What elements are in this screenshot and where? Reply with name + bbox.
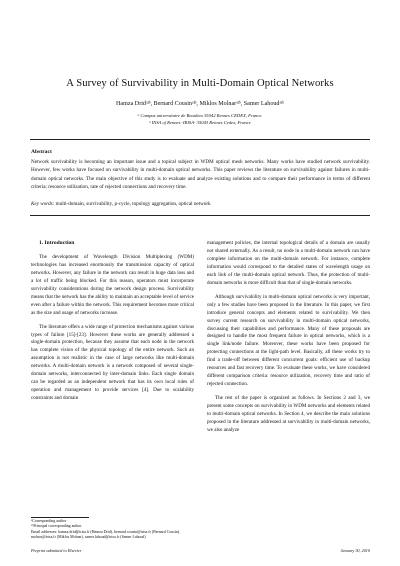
paper-title: A Survey of Survivability in Multi-Domain Optical Networks [66, 78, 334, 89]
paragraph: Although survivability in multi-domain optical networks is very important, only a few studies have been proposed in the literature. In this paper, we first introduce general concepts and elements related to survivability. We then survey current research on survivability in multi-domain optical networks, discussing their capabilities and performance. Many of these proposals are designed to handle the most frequent failure in optical networks, which is a single link/node failure. Moreover, these works have been proposed for protecting connections at the light-path level. Basically, all these works try to find a trade-off between different concurrent goals: efficient use of backup resources and fast recovery time. To evaluate these works, we have considered different comparison criteria: resource utilization, recovery time and ratio of rejected connection. [207, 293, 370, 388]
top-rule [30, 139, 370, 140]
left-column [31, 240, 194, 409]
paragraph: The rest of the paper is organized as follows. In Sections 2 and 3, we present some concepts on survivability in WDM networks and elements related to multi-domain optical networks. In Section 4, we describe the main solutions proposed in the literature addressed at survivability in multi-domain networks, we also analyze [207, 395, 370, 433]
section-heading: 1. Introduction [39, 240, 75, 246]
keywords-list: multi-domain, survivability, p-cycle, topology aggregation, optical network [55, 201, 211, 207]
footnote: ¹Corresponding author [31, 519, 67, 523]
affiliation-b: ᵇ INSA of Rennes -IRISA- 35043 Rennes Cedex, France [149, 120, 251, 125]
author-list: Hamza Dridᵃʲᵇ, Bernard Cousinᵃʲᵇ, Miklos Molnarᵃʲᵇ, Samer Lahoudᵃʲᵇ [116, 101, 284, 107]
keywords-line [31, 201, 370, 207]
paragraph: The literature offers a wide range of protection mechanisms against various types of failure [15]-[23]. However these works are generally addressed a single-domain protection, because they assume that each node in the network has complete vision of the physical topology of the entire network. Such an assumption is not realistic in the case of large networks like multi-domain networks. A multi-domain network is a network composed of several single-domain networks, interconnected by inter-domain links. Each single domain can be regarded as an independent network that has its own local rules of operation and management to provide services [4]. Due to scalability constraints and domain [31, 323, 194, 402]
abstract-text: Network survivability is becoming an important issue and a topical subject in WDM optical mesh networks. Many works have studied network survivability. However, few works have focused on survivability in multi-domain optical networks. This paper reviews the literature on survivability against failures in multi-domain optical networks. The main objective of this study is to evaluate and analyze existing solutions and to compare their performance in terms of different criteria: resource utilization, rate of rejected connections and recovery time. [31, 159, 370, 191]
abstract-heading: Abstract [31, 149, 52, 155]
right-column [207, 240, 370, 441]
footnote-emails: Email addresses: hamza.drid@irisa.fr (Hamza Drid), bernard.cousin@irisa.fr (Bernard Cousin), molnar@irisa.fr (Miklos Molnar), samer.lahoud@irisa.fr (Samer Lahoud) [31, 530, 181, 539]
footnote: ²²Principal corresponding author [31, 524, 82, 528]
footer-date: January 30, 2010 [340, 548, 370, 553]
footnote-rule [31, 517, 89, 518]
page-footer [31, 548, 370, 553]
paragraph: The development of Wavelength Division Multiplexing (WDM) technologies has increased enormously the transmission capacity of optical networks. However, any failure in the network can result in huge data loss and a lot of traffic being blocked. For this reason, operators must incorporate survivability considerations during the network design process. Survivability means that the network has the ability to maintain an acceptable level of service even after a failure within the network. This requirement becomes more critical as the size and usage of networks increase. [31, 253, 194, 316]
affiliation-a: ᵃ Campus universitaire de Beaulieu 35042 Rennes CEDEX, France. [137, 113, 263, 118]
keywords-label: Key words: [31, 201, 55, 207]
paragraph: management policies, the internal topological details of a domain are usually not shared externally. As a result, no node in a multi-domain network can have complete information on the multi-domain network. For instance, complete information would correspond to the detailed states of wavelength usage on each link of the multi-domain optical network. Thus, the protection of multi-domain networks is more difficult than that of single-domain networks. [207, 240, 370, 286]
footer-preprint: Preprint submitted to Elsevier [31, 548, 82, 553]
bottom-rule [30, 215, 370, 216]
